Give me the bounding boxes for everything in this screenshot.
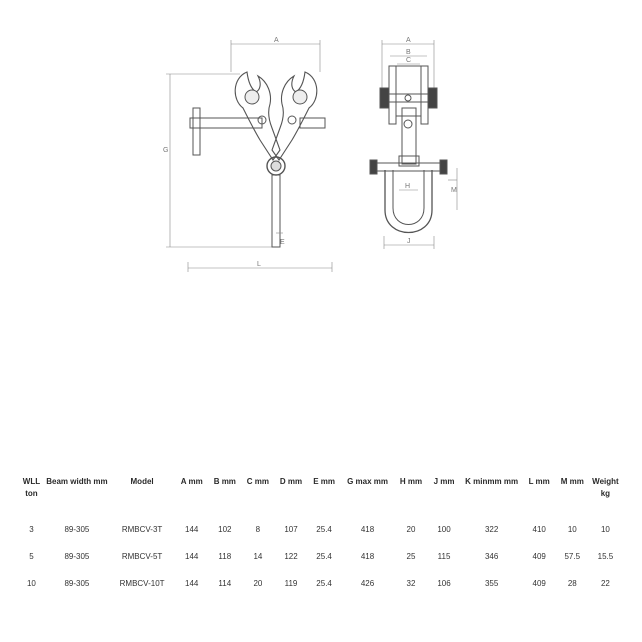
table-cell: 15.5 bbox=[597, 552, 614, 561]
table-cell: 418 bbox=[360, 525, 375, 534]
table-cell: 118 bbox=[218, 552, 232, 561]
dim-label-side-b: B bbox=[406, 49, 411, 56]
table-cell: 89-305 bbox=[64, 579, 90, 588]
table-cell: 409 bbox=[532, 579, 546, 588]
table-cell: 25.4 bbox=[316, 552, 332, 561]
table-cell: 144 bbox=[185, 552, 199, 561]
table-cell: RMBCV-10T bbox=[119, 579, 165, 588]
dim-label-g: G bbox=[163, 147, 169, 154]
table-cell: 10 bbox=[600, 525, 610, 534]
table-cell: 409 bbox=[532, 552, 546, 561]
table-cell: 32 bbox=[406, 579, 416, 588]
table-cell: 322 bbox=[484, 525, 499, 534]
table-cell: 22 bbox=[600, 579, 610, 588]
column-header: Weight kg bbox=[592, 477, 619, 498]
table-cell: 14 bbox=[253, 552, 263, 561]
table-cell: 355 bbox=[484, 579, 499, 588]
side-view bbox=[370, 37, 457, 249]
table-cell: 8 bbox=[255, 525, 261, 534]
dim-label-side-m: M bbox=[451, 187, 457, 194]
column-header: G max mm bbox=[347, 477, 388, 486]
table-cell: 122 bbox=[284, 552, 298, 561]
table-cell: 410 bbox=[532, 525, 546, 534]
table-cell: RMBCV-5T bbox=[121, 552, 163, 561]
table-row bbox=[18, 543, 622, 570]
table-cell: 100 bbox=[437, 525, 451, 534]
column-header: Model bbox=[130, 477, 154, 486]
table-cell: 5 bbox=[29, 552, 34, 561]
table-row bbox=[18, 516, 622, 543]
table-cell: 89-305 bbox=[64, 552, 90, 561]
column-header: L mm bbox=[528, 477, 550, 486]
table-row bbox=[18, 570, 622, 597]
column-header: E mm bbox=[313, 477, 335, 486]
table-cell: 28 bbox=[567, 579, 577, 588]
column-header: K minmm mm bbox=[465, 477, 519, 486]
table-cell: 346 bbox=[484, 552, 499, 561]
table-cell: 25.4 bbox=[316, 525, 332, 534]
front-view bbox=[163, 37, 332, 272]
table-cell: 20 bbox=[406, 525, 416, 534]
column-header: Beam width mm bbox=[46, 477, 108, 486]
dim-label-side-j: J bbox=[407, 238, 411, 245]
table-cell: 10 bbox=[26, 579, 36, 588]
column-header: J mm bbox=[433, 477, 455, 486]
beam-clamp-technical-drawing bbox=[0, 0, 642, 300]
table-cell: RMBCV-3T bbox=[121, 525, 163, 534]
dim-label-side-h: H bbox=[405, 183, 411, 190]
table-cell: 89-305 bbox=[64, 525, 90, 534]
table-cell: 115 bbox=[437, 552, 451, 561]
table-cell: 426 bbox=[360, 579, 375, 588]
column-header: M mm bbox=[560, 477, 584, 486]
dim-label-l: L bbox=[257, 261, 261, 268]
column-header: WLL ton bbox=[22, 477, 41, 498]
table-cell: 57.5 bbox=[564, 552, 581, 561]
table-cell: 25.4 bbox=[316, 579, 332, 588]
column-header: B mm bbox=[213, 477, 236, 486]
column-header: A mm bbox=[180, 477, 203, 486]
table-cell: 10 bbox=[567, 525, 577, 534]
table-cell: 107 bbox=[284, 525, 298, 534]
table-cell: 418 bbox=[360, 552, 375, 561]
column-header: H mm bbox=[399, 477, 423, 486]
dim-label-a: A bbox=[274, 37, 279, 44]
table-header-row bbox=[18, 476, 622, 516]
dim-label-side-a: A bbox=[406, 37, 411, 44]
dim-label-side-c: C bbox=[406, 57, 412, 64]
dim-label-e: E bbox=[280, 239, 285, 246]
table-cell: 114 bbox=[218, 579, 232, 588]
table-cell: 25 bbox=[406, 552, 416, 561]
column-header: D mm bbox=[279, 477, 303, 486]
table-cell: 102 bbox=[218, 525, 232, 534]
table-cell: 106 bbox=[437, 579, 451, 588]
table-cell: 144 bbox=[185, 579, 199, 588]
table-cell: 20 bbox=[253, 579, 263, 588]
column-header: C mm bbox=[246, 477, 270, 486]
specification-table bbox=[18, 476, 622, 597]
table-cell: 119 bbox=[284, 579, 298, 588]
table-cell: 144 bbox=[185, 525, 199, 534]
table-cell: 3 bbox=[29, 525, 34, 534]
